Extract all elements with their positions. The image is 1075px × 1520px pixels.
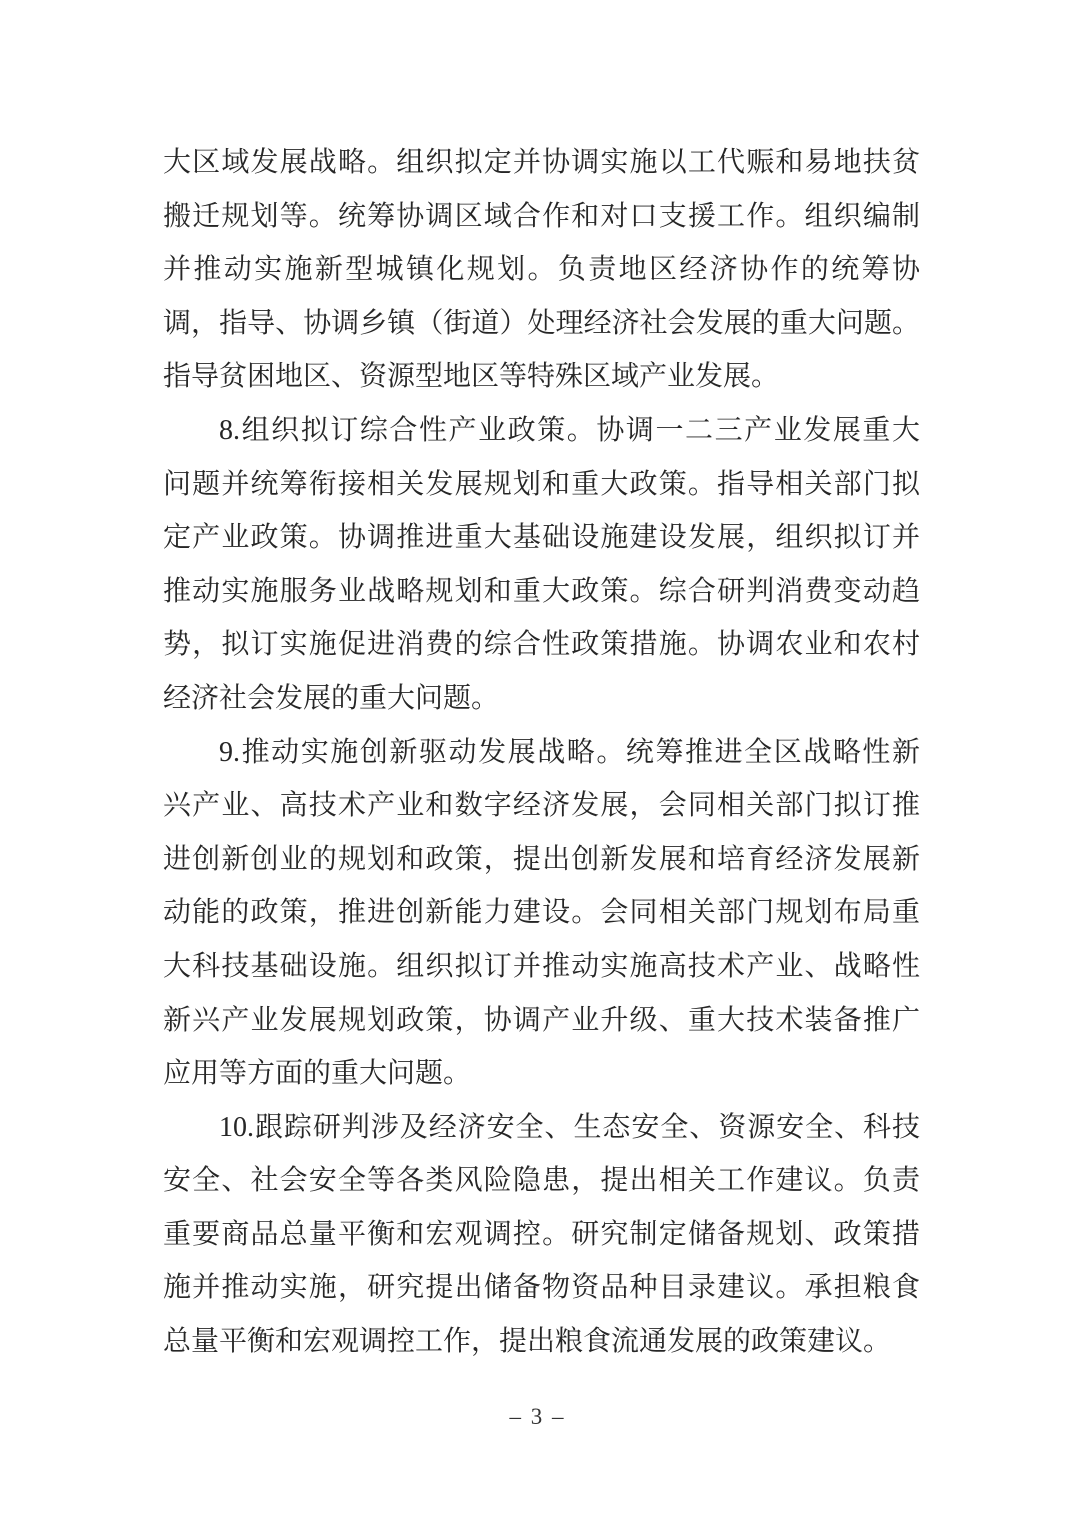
page-number: – 3 – [509, 1404, 566, 1429]
text-line: 应用等方面的重大问题。 [163, 1058, 472, 1090]
text-line: 施并推动实施，研究提出储备物资品种目录建议。承担粮食 [163, 1272, 920, 1304]
text-line: 10.跟踪研判涉及经济安全、生态安全、资源安全、科技 [219, 1111, 920, 1143]
text-line: 大科技基础设施。组织拟订并推动实施高技术产业、战略性 [163, 950, 920, 982]
text-line: 兴产业、高技术产业和数字经济发展，会同相关部门拟订推 [163, 790, 920, 822]
text-line: 定产业政策。协调推进重大基础设施建设发展，组织拟订并 [163, 522, 920, 554]
text-line: 指导贫困地区、资源型地区等特殊区域产业发展。 [163, 361, 780, 393]
text-line: 调，指导、协调乡镇（街道）处理经济社会发展的重大问题。 [163, 307, 920, 339]
text-line: 动能的政策，推进创新能力建设。会同相关部门规划布局重 [163, 897, 920, 929]
text-line: 问题并统筹衔接相关发展规划和重大政策。指导相关部门拟 [163, 468, 920, 500]
text-line: 总量平衡和宏观调控工作，提出粮食流通发展的政策建议。 [163, 1326, 892, 1358]
text-line: 大区域发展战略。组织拟定并协调实施以工代赈和易地扶贫 [163, 147, 920, 178]
text-line: 势，拟订实施促进消费的综合性政策措施。协调农业和农村 [163, 629, 920, 661]
text-line: 新兴产业发展规划政策，协调产业升级、重大技术装备推广 [163, 1004, 920, 1036]
text-line: 并推动实施新型城镇化规划。负责地区经济协作的统筹协 [163, 254, 920, 286]
text-line: 经济社会发展的重大问题。 [163, 682, 500, 714]
text-line: 搬迁规划等。统筹协调区域合作和对口支援工作。组织编制 [163, 200, 920, 232]
text-line: 进创新创业的规划和政策，提出创新发展和培育经济发展新 [163, 843, 920, 875]
text-line: 9.推动实施创新驱动发展战略。统筹推进全区战略性新 [219, 736, 920, 768]
text-line: 安全、社会安全等各类风险隐患，提出相关工作建议。负责 [163, 1165, 920, 1197]
text-line: 重要商品总量平衡和宏观调控。研究制定储备规划、政策措 [163, 1218, 920, 1250]
document-body [163, 136, 920, 1369]
text-line: 8.组织拟订综合性产业政策。协调一二三产业发展重大 [219, 414, 920, 446]
text-line: 推动实施服务业战略规划和重大政策。综合研判消费变动趋 [163, 575, 920, 607]
